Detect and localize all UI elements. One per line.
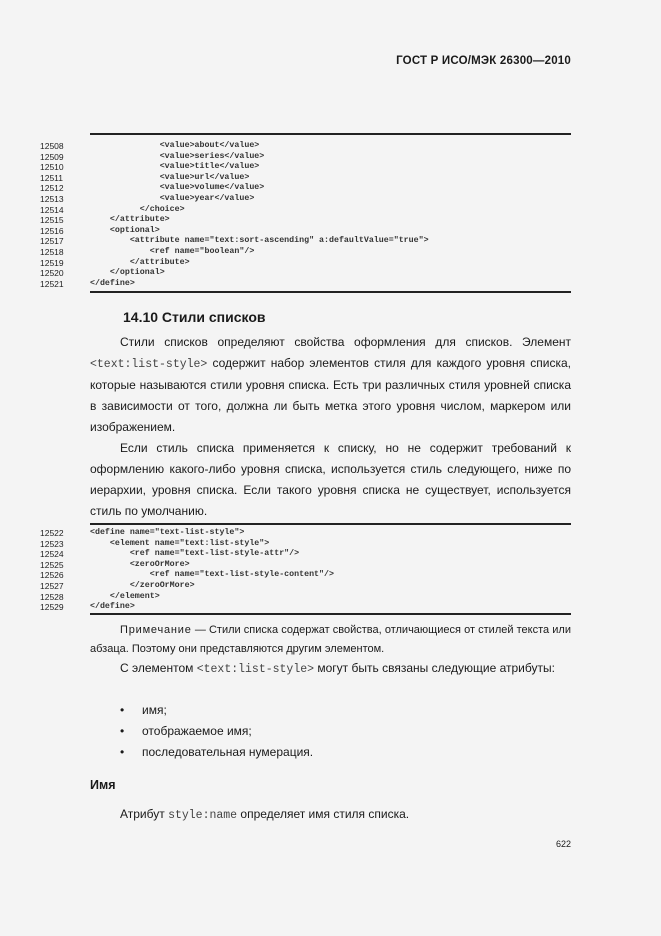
line-number: 12516 (40, 225, 64, 236)
code-text: </attribute> (90, 257, 190, 267)
line-number: 12529 (40, 602, 64, 613)
para3-text-before: С элементом (120, 661, 197, 675)
bullet-icon: • (120, 724, 125, 738)
line-number: 12514 (40, 204, 64, 215)
subsection-heading: Имя (90, 778, 116, 792)
note-text: — Стили списка содержат свойства, отличающиеся от стилей текста или абзаца. Поэтому они представляются другим элементом. (90, 624, 571, 655)
code-line (40, 268, 571, 279)
code-line (40, 141, 571, 152)
code-text: <value>series</value> (90, 151, 265, 161)
line-number: 12521 (40, 278, 64, 289)
code-text: <value>url</value> (90, 172, 250, 182)
list-item-text: имя; (142, 703, 167, 717)
code-line (40, 258, 571, 269)
line-number: 12525 (40, 559, 64, 570)
code-line (40, 581, 571, 592)
code-line (40, 539, 571, 550)
para1-text-before: Стили списков определяют свойства оформления для списков. Элемент (120, 335, 571, 349)
code-text: </choice> (90, 204, 185, 214)
code-text: <attribute name="text:sort-ascending" a:defaultValue="true"> (90, 236, 429, 246)
line-number: 12508 (40, 141, 64, 151)
code-line (40, 183, 571, 194)
code-text: <optional> (90, 225, 160, 235)
para3-text-after: могут быть связаны следующие атрибуты: (314, 661, 555, 675)
line-number: 12523 (40, 538, 64, 549)
code-line (40, 162, 571, 173)
line-number: 12515 (40, 215, 64, 226)
code-text: <ref name="text-list-style-content"/> (90, 570, 334, 580)
page-number: 622 (555, 839, 571, 849)
code-text: </element> (90, 591, 160, 601)
code-text: <value>title</value> (90, 162, 260, 172)
list-item-text: отображаемое имя; (142, 724, 252, 738)
note-label: Примечание (120, 624, 192, 636)
code-line (40, 549, 571, 560)
line-number: 12524 (40, 549, 64, 560)
list-item (120, 700, 313, 721)
list-item-text: последовательная нумерация. (142, 745, 314, 759)
code-block-2 (40, 523, 571, 615)
line-number: 12528 (40, 591, 64, 602)
para4-code: style:name (168, 809, 238, 822)
code-text: <ref name="boolean"/> (90, 246, 255, 256)
para3-code: <text:list-style> (196, 663, 315, 676)
line-number: 12513 (40, 193, 64, 204)
paragraph-attributes-intro (90, 658, 571, 680)
code-text: </attribute> (90, 215, 170, 225)
code-line (40, 215, 571, 226)
bullet-icon: • (120, 745, 125, 759)
code-line (40, 279, 571, 290)
para4-text-before: Атрибут (120, 807, 169, 821)
code-line (40, 194, 571, 205)
code-text: <element name="text:list-style"> (90, 538, 270, 548)
line-number: 12509 (40, 151, 64, 162)
line-number: 12510 (40, 162, 64, 173)
list-item (120, 742, 313, 763)
line-number: 12512 (40, 183, 64, 194)
list-item (120, 721, 313, 742)
code-text: </define> (90, 602, 135, 612)
code-line (40, 205, 571, 216)
code-line (40, 152, 571, 163)
line-number: 12526 (40, 570, 64, 581)
code-rule-bottom (90, 613, 571, 615)
code-text: <ref name="text-list-style-attr"/> (90, 549, 300, 559)
section-heading: 14.10 Стили списков (123, 309, 266, 325)
paragraph-name-attribute (90, 804, 571, 826)
code-line (40, 247, 571, 258)
code-rule-bottom (90, 291, 571, 293)
code-line (40, 173, 571, 184)
code-text: </zeroOrMore> (90, 580, 195, 590)
line-number: 12520 (40, 268, 64, 279)
document-header: ГОСТ Р ИСО/МЭК 26300—2010 (396, 55, 571, 67)
code-line (40, 560, 571, 571)
code-text: </optional> (90, 268, 165, 278)
code-line (40, 236, 571, 247)
line-number: 12511 (40, 172, 64, 183)
code-line (40, 592, 571, 603)
para4-text-after: определяет имя стиля списка. (237, 807, 410, 821)
para1-text-after: содержит набор элементов стиля для каждого уровня списка, которые называются стили уровня списка. Есть три различных стиля уровней списка в зависимости от того, должна ли быть метка этого уровня числом, маркером или изображением. (90, 356, 571, 434)
line-number: 12518 (40, 246, 64, 257)
code-rule-top (90, 523, 571, 525)
line-number: 12522 (40, 528, 64, 538)
paragraph-list-styles (90, 332, 571, 438)
code-text: <zeroOrMore> (90, 559, 190, 569)
code-line (40, 602, 571, 613)
line-number: 12517 (40, 236, 64, 247)
code-line (40, 528, 571, 539)
code-rule-top (90, 133, 571, 135)
code-text: <define name="text-list-style"> (90, 528, 245, 537)
code-text: </define> (90, 278, 135, 288)
code-text: <value>volume</value> (90, 183, 265, 193)
code-line (40, 570, 571, 581)
code-line (40, 226, 571, 237)
bullet-icon: • (120, 703, 125, 717)
code-block-1 (40, 133, 571, 293)
line-number: 12527 (40, 580, 64, 591)
para1-code: <text:list-style> (90, 358, 208, 371)
line-number: 12519 (40, 257, 64, 268)
note-paragraph (90, 621, 571, 659)
attribute-list (120, 700, 313, 763)
paragraph-default-style: Если стиль списка применяется к списку, но не содержит требований к оформлению какого-либо уровня списка, используется стиль следующего, ниже по иерархии, уровня списка. Если такого уровня списка не существует, используется стиль по умолчанию. (90, 441, 571, 518)
code-text: <value>year</value> (90, 193, 255, 203)
code-text: <value>about</value> (90, 141, 260, 150)
